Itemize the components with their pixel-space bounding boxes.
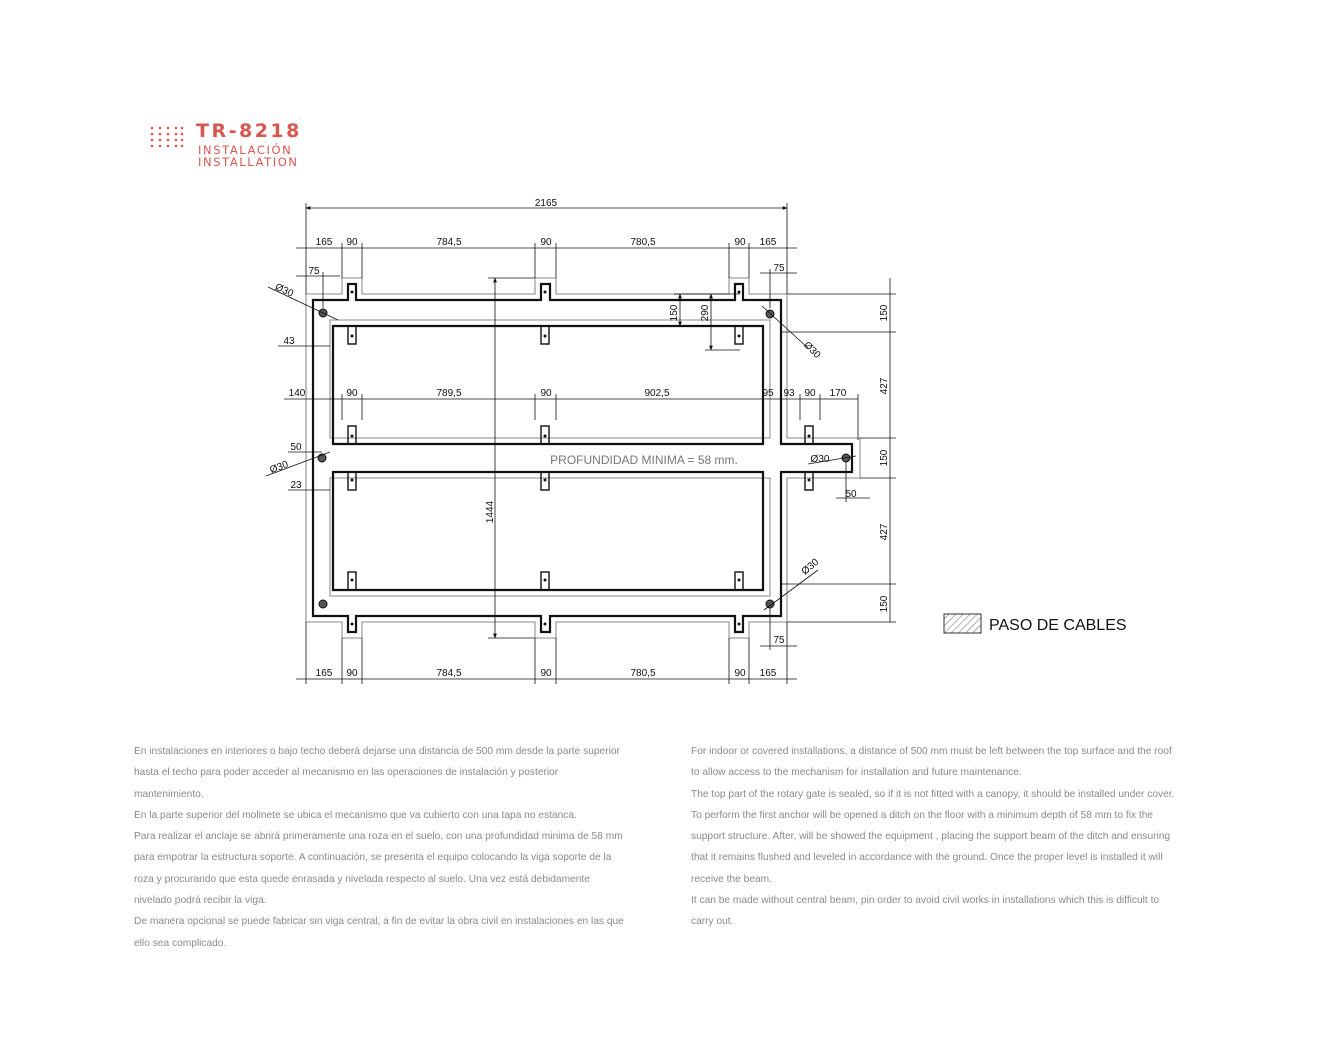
dim-mid-4: 90 — [540, 388, 552, 399]
legend — [944, 614, 1127, 634]
dim-23: 23 — [290, 480, 302, 491]
dim-top-1: 165 — [315, 237, 333, 248]
dim-bottom-6: 90 — [734, 668, 746, 679]
dim-top-2: 90 — [346, 237, 358, 248]
dim-top-4: 90 — [540, 237, 552, 248]
dim-diameter-mid-right: Ø30 — [810, 454, 830, 465]
dim-right-2: 427 — [879, 377, 890, 395]
dim-top-6: 90 — [734, 237, 746, 248]
paragraph-es-2: En la parte superior del molinete se ubica el mecanismo que va cubierto con una tapa no estanca. — [134, 809, 577, 821]
paragraph-en-4: It can be made without central beam, pin order to avoid civil works in installations which this is difficult to carry out. — [691, 895, 1160, 928]
dim-diameter-top-right: Ø30 — [801, 339, 823, 361]
dim-right-1: 150 — [879, 304, 890, 322]
dim-bottom-7: 165 — [759, 668, 777, 679]
dim-bottom-5: 780,5 — [630, 668, 656, 679]
dim-diameter-mid-left: Ø30 — [268, 459, 290, 477]
text-english — [691, 741, 1181, 933]
paragraph-en-2: The top part of the rotary gate is sealed, so if it is not fitted with a canopy, it should be installed under cover. — [691, 788, 1175, 800]
paragraph-es-1: En instalaciones en interiores o bajo techo deberá dejarse una distancia de 500 mm desde la parte superior hasta el techo para poder acceder al mecanismo en las operaciones de instalación y posterior mantenimiento. — [134, 746, 620, 800]
dim-diameter-bottom-right: Ø30 — [799, 556, 822, 578]
hatch-swatch-icon — [944, 614, 981, 633]
dim-mid-1: 140 — [288, 388, 306, 399]
dim-right-3: 150 — [879, 449, 890, 467]
paragraph-es-3: Para realizar el anclaje se abrirá primeramente una roza en el suelo, con una profundidad minima de 58 mm para empotrar la estructura soporte. A continuación, se presenta el equipo colocando la viga soporte de la roza y procurando que esta quede enrasada y nivelada respecto al suelo. Una vez está debidamente nivelado podrá recibir la viga. — [134, 831, 623, 907]
dim-right-4: 427 — [879, 523, 890, 541]
dim-top-5: 780,5 — [630, 237, 656, 248]
dim-1444: 1444 — [485, 500, 496, 524]
dim-top-7: 165 — [759, 237, 777, 248]
dim-75-right: 75 — [773, 263, 785, 274]
depth-note: PROFUNDIDAD MINIMA = 58 mm. — [550, 453, 738, 467]
dim-bottom-2: 90 — [346, 668, 358, 679]
dim-bottom-4: 90 — [540, 668, 552, 679]
dim-bottom-1: 165 — [315, 668, 333, 679]
model-code: TR-8218 — [196, 120, 302, 142]
dim-290: 290 — [700, 304, 711, 322]
paragraph-en-3: To perform the first anchor will be opened a ditch on the floor with a minimum depth of 58 mm to fix the support structure. After, will be showed the equipment , placing the support beam of the ditch and ensuring that it remains flushed and leveled in accordance with the ground. Once the proper level is installed it will receive the beam. — [691, 809, 1171, 885]
dim-75-left: 75 — [308, 266, 320, 277]
dim-mid-3: 789,5 — [436, 388, 462, 399]
text-spanish — [134, 741, 624, 954]
paragraph-en-1: For indoor or covered installations, a distance of 500 mm must be left between the top surface and the roof to allow access to the mechanism for installation and future maintenance. — [691, 746, 1172, 779]
dim-overall-width: 2165 — [534, 198, 558, 209]
dim-75-bottom: 75 — [773, 635, 785, 646]
dim-diameter-top-left: Ø30 — [273, 281, 295, 300]
dim-mid-8: 90 — [804, 388, 816, 399]
dim-mid-9: 170 — [829, 388, 847, 399]
dim-top-3: 784,5 — [436, 237, 462, 248]
dim-150-vertical: 150 — [669, 304, 680, 322]
dim-right-5: 150 — [879, 595, 890, 613]
dim-43: 43 — [283, 336, 295, 347]
subtitle-spanish: INSTALACIÓN — [198, 143, 293, 157]
subtitle-english: INSTALLATION — [198, 155, 299, 169]
dim-mid-5: 902,5 — [644, 388, 670, 399]
dim-mid-7: 93 — [783, 388, 795, 399]
dim-50-right: 50 — [845, 489, 857, 500]
dim-mid-2: 90 — [346, 388, 358, 399]
legend-label: PASO DE CABLES — [989, 617, 1127, 634]
dim-50-left: 50 — [290, 442, 302, 453]
dim-mid-6: 95 — [762, 388, 774, 399]
paragraph-es-4: De manera opcional se puede fabricar sin viga central, a fin de evitar la obra civil en instalaciones en las que ello sea complicado. — [134, 916, 624, 949]
dim-bottom-3: 784,5 — [436, 668, 462, 679]
